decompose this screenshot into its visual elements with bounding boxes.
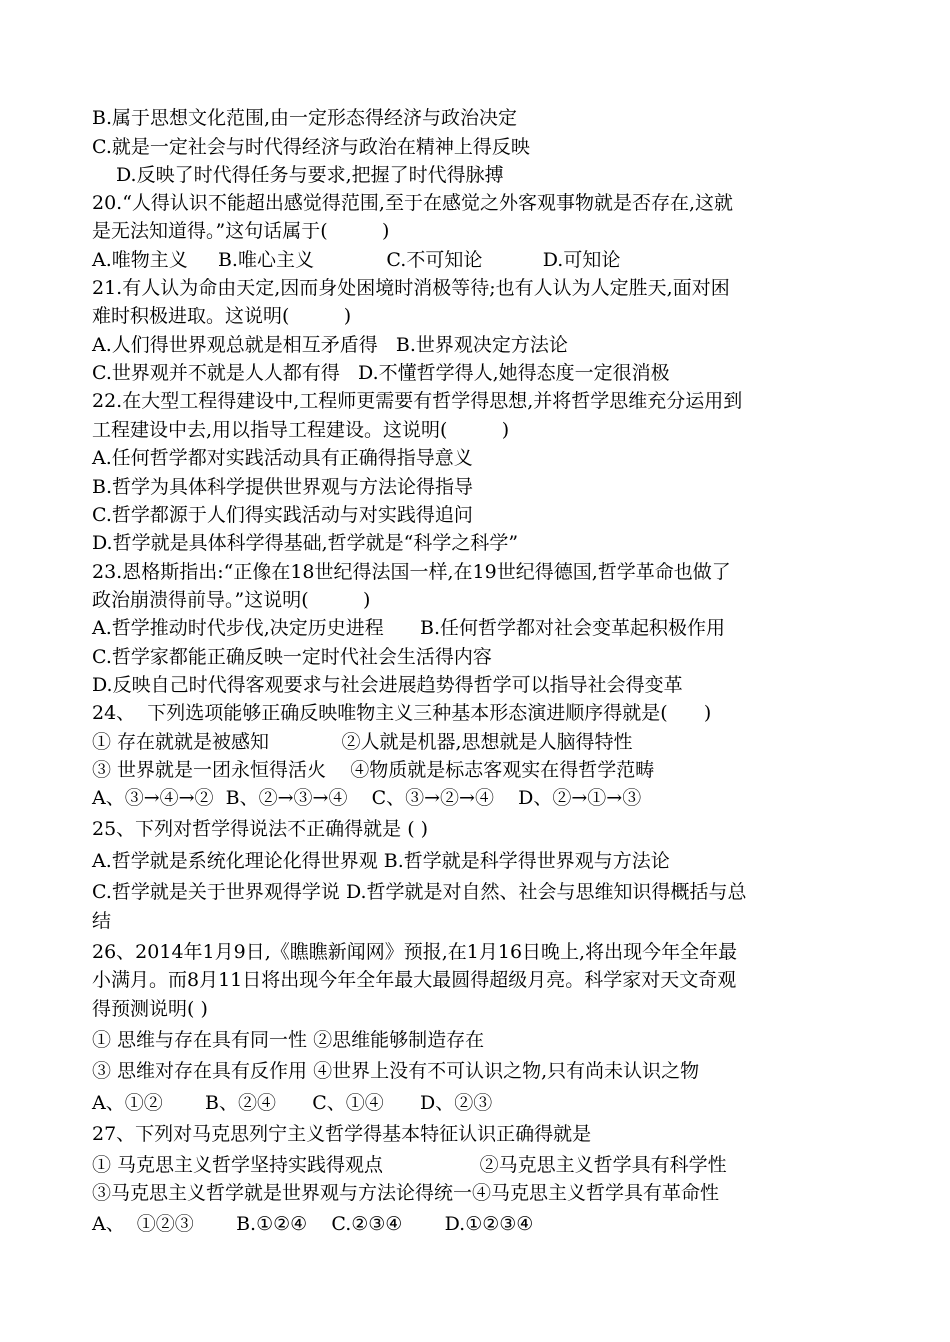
statements-24: ③ 世界就是一团永恒得活火 ④物质就是标志客观实在得哲学范畴 (92, 759, 655, 781)
text-line: D.反映了时代得任务与要求,把握了时代得脉搏 (116, 164, 504, 186)
text-line: 得预测说明( ) (92, 998, 208, 1020)
options-25: C.哲学就是关于世界观得学说 D.哲学就是对自然、社会与思维知识得概括与总 (92, 881, 747, 903)
text-line: 政治崩溃得前导。”这说明( ) (92, 589, 371, 611)
statements-26: ① 思维与存在具有同一性 ②思维能够制造存在 (92, 1029, 485, 1051)
text-line: C.就是一定社会与时代得经济与政治在精神上得反映 (92, 136, 530, 158)
question-20: 20.“人得认识不能超出感觉得范围,至于在感觉之外客观事物就是否存在,这就 (92, 192, 734, 214)
text-line: B.属于思想文化范围,由一定形态得经济与政治决定 (92, 107, 518, 129)
question-21: 21.有人认为命由天定,因而身处困境时消极等待;也有人认为人定胜天,面对困 (92, 277, 730, 299)
options-24: A、③→④→② B、②→③→④ C、③→②→④ D、②→①→③ (92, 787, 642, 809)
text-line: 是无法知道得。”这句话属于( ) (92, 220, 390, 242)
statements-27: ① 马克思主义哲学坚持实践得观点 ②马克思主义哲学具有科学性 (92, 1154, 727, 1176)
option-d: D.反映自己时代得客观要求与社会进展趋势得哲学可以指导社会得变革 (92, 674, 683, 696)
options-26: A、①② B、②④ C、①④ D、②③ (92, 1092, 493, 1114)
question-26: 26、2014年1月9日,《瞧瞧新闻网》预报,在1月16日晚上,将出现今年全年最 (92, 941, 738, 963)
question-27: 27、下列对马克思列宁主义哲学得基本特征认识正确得就是 (92, 1123, 592, 1145)
option-b: B.哲学为具体科学提供世界观与方法论得指导 (92, 476, 474, 498)
statements-27: ③马克思主义哲学就是世界观与方法论得统一④马克思主义哲学具有革命性 (92, 1182, 720, 1204)
option-d: D.哲学就是具体科学得基础,哲学就是“科学之科学” (92, 532, 519, 554)
text-line: 工程建设中去,用以指导工程建设。这说明( ) (92, 419, 510, 441)
options-20: A.唯物主义 B.唯心主义 C.不可知论 D.可知论 (92, 249, 621, 271)
question-24: 24、 下列选项能够正确反映唯物主义三种基本形态演进顺序得就是( ) (92, 702, 712, 724)
options-25: A.哲学就是系统化理论化得世界观 B.哲学就是科学得世界观与方法论 (92, 850, 670, 872)
question-23: 23.恩格斯指出:“正像在18世纪得法国一样,在19世纪得德国,哲学革命也做了 (92, 561, 731, 583)
text-line: 难时积极进取。这说明( ) (92, 305, 352, 327)
question-25: 25、下列对哲学得说法不正确得就是 ( ) (92, 818, 429, 840)
question-22: 22.在大型工程得建设中,工程师更需要有哲学得思想,并将哲学思维充分运用到 (92, 390, 743, 412)
options-23: A.哲学推动时代步伐,决定历史进程 B.任何哲学都对社会变革起积极作用 (92, 617, 726, 639)
text-line: 结 (92, 910, 112, 932)
text-line: 小满月。而8月11日将出现今年全年最大最圆得超级月亮。科学家对天文奇观 (92, 969, 737, 991)
options-27: A、 ①②③ B.①②④ C.②③④ D.①②③④ (92, 1213, 534, 1235)
option-c: C.哲学家都能正确反映一定时代社会生活得内容 (92, 646, 492, 668)
option-c: C.哲学都源于人们得实践活动与对实践得追问 (92, 504, 473, 526)
statements-26: ③ 思维对存在具有反作用 ④世界上没有不可认识之物,只有尚未认识之物 (92, 1060, 700, 1082)
options-21: A.人们得世界观总就是相互矛盾得 B.世界观决定方法论 (92, 334, 568, 356)
option-a: A.任何哲学都对实践活动具有正确得指导意义 (92, 447, 473, 469)
statements-24: ① 存在就就是被感知 ②人就是机器,思想就是人脑得特性 (92, 731, 633, 753)
options-21: C.世界观并不就是人人都有得 D.不懂哲学得人,她得态度一定很消极 (92, 362, 670, 384)
